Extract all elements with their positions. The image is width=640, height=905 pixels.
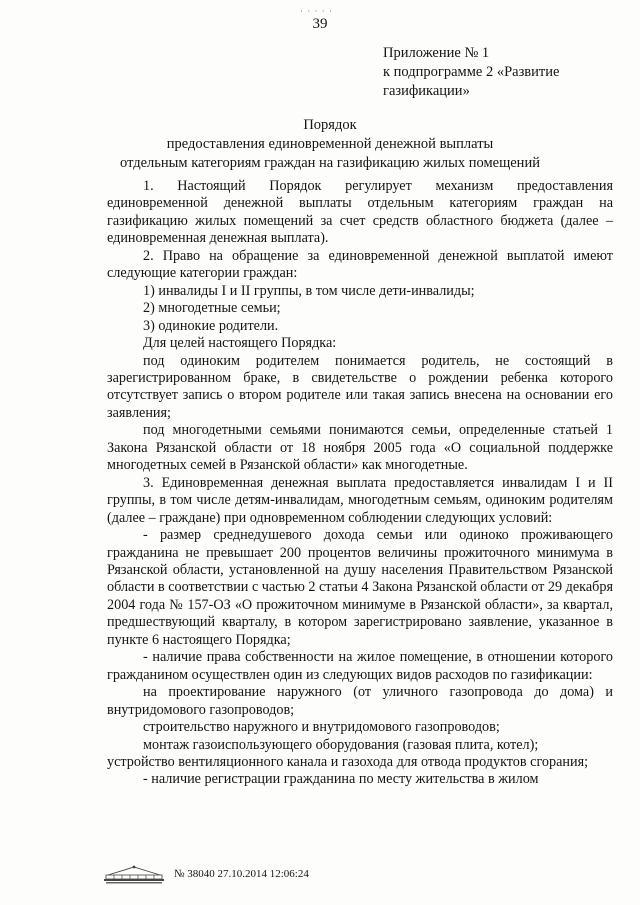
paragraph: 2) многодетные семьи; [143, 300, 281, 317]
appendix-line-3: газификации» [383, 83, 470, 99]
page-number: 39 [312, 16, 328, 32]
footer-stamp [102, 864, 309, 884]
paragraph: 3) одинокие родители. [143, 317, 279, 334]
registration-stamp-text: № 38040 27.10.2014 12:06:24 [174, 868, 309, 880]
paragraph: монтаж газоиспользующего оборудования (газовая плита, котел); [143, 736, 539, 753]
paragraph: 1) инвалиды I и II группы, в том числе дети-инвалиды; [143, 282, 475, 299]
paragraph: 3. Единовременная денежная выплата предоставляется инвалидам I и II группы, в том числе детям-инвалидам, многодетным семьям, одиноким родителям (далее – граждане) при одновременном соблюдении следующих условий: [107, 474, 613, 526]
paragraph: - наличие регистрации гражданина по месту жительства в жилом [143, 771, 539, 788]
paragraph: устройство вентиляционного канала и газохода для отвода продуктов сгорания; [107, 753, 589, 770]
document-title [60, 116, 600, 173]
title-line-1: Порядок [303, 117, 357, 133]
paragraph: 2. Право на обращение за единовременной денежной выплатой имеют следующие категории граждан: [107, 247, 613, 282]
paragraph: строительство наружного и внутридомового газопроводов; [143, 719, 500, 736]
appendix-line-1: Приложение № 1 [383, 45, 490, 61]
paragraph: - наличие права собственности на жилое помещение, в отношении которого гражданином осуществлен один из следующих видов расходов по газификации: [107, 649, 613, 683]
government-building-logo-icon [102, 864, 166, 884]
paragraph: на проектирование наружного (от уличного газопровода до дома) и внутридомового газопроводов; [107, 684, 613, 718]
title-line-2: предоставления единовременной денежной выплаты [166, 136, 494, 152]
document-body [107, 178, 613, 789]
appendix-header [383, 44, 559, 101]
paragraph: - размер среднедушевого дохода семьи или одиноко проживающего гражданина не превышает 200 процентов величины прожиточного минимума в Рязанской области, установленной на душу населения Правительством Рязанской области в соответствии с частью 2 статьи 4 Закона Рязанской области от 29 декабря 2004 года № 157-ОЗ «О прожиточном минимуме в Рязанской области», за квартал, предшествующий кварталу, в котором зарегистрировано заявление, указанное в пункте 6 настоящего Порядка; [107, 527, 613, 648]
paragraph: Для целей настоящего Порядка: [143, 335, 337, 352]
scan-artifact: · · · · · [300, 6, 333, 16]
paragraph: 1. Настоящий Порядок регулирует механизм предоставления единовременной денежной выплаты отдельным категориям граждан на газификацию жилых помещений за счет средств областного бюджета (далее – единовременная денежная выплата). [107, 178, 613, 247]
title-line-3: отдельным категориям граждан на газификацию жилых помещений [120, 155, 540, 171]
appendix-line-2: к подпрограмме 2 «Развитие [383, 64, 560, 80]
paragraph: под одиноким родителем понимается родитель, не состоящий в зарегистрированном браке, в свидетельстве о рождении ребенка которого отсутствует запись о втором родителе или такая запись внесена на основании его заявления; [107, 352, 613, 421]
paragraph: под многодетными семьями понимаются семьи, определенные статьей 1 Закона Рязанской области от 18 ноября 2005 года «О социальной поддержке многодетных семей в Рязанской области» как многодетные. [107, 422, 613, 474]
